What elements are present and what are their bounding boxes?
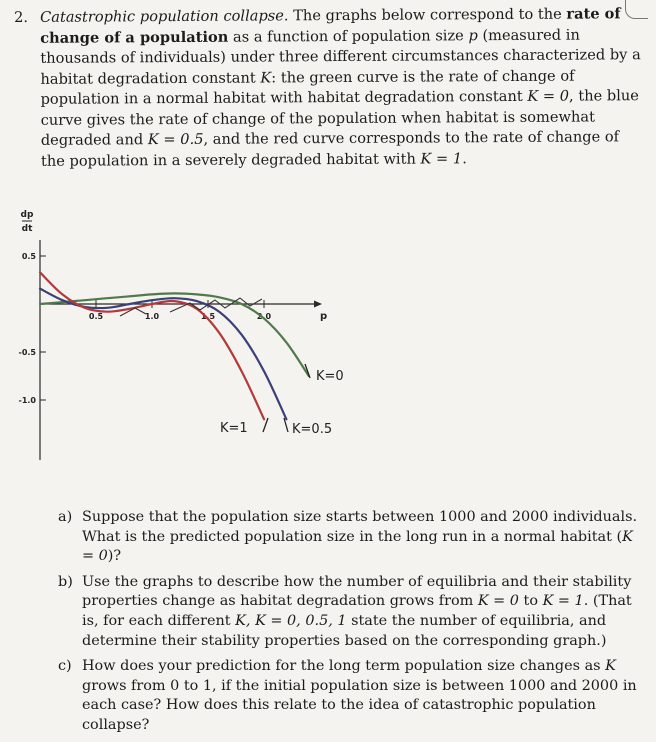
- annotation-k0: K=0: [316, 369, 344, 384]
- y-tick-label: -0.5: [18, 348, 36, 357]
- problem-statement: [14, 4, 647, 172]
- x-tick-label: 1.5: [200, 312, 216, 321]
- x-axis-label: p: [320, 311, 328, 322]
- annotation-k1: K=1: [220, 421, 248, 436]
- intro-math: K = 1: [420, 149, 463, 168]
- question-math: K = 1: [542, 593, 584, 610]
- intro-text: , and the red curve corresponds to the rate of change of the population in a severely degraded habitat with: [40, 128, 620, 170]
- y-axis-label-top: dp: [20, 210, 34, 220]
- intro-math: p: [468, 26, 478, 44]
- intro-text: (measured in thousands of individuals) under three different circumstances characterized by a habitat degradation constant: [40, 26, 641, 88]
- intro-math: K = 0: [527, 87, 570, 105]
- graph-svg: [0, 200, 656, 470]
- intro-text: .: [462, 149, 467, 167]
- rate-of-change-graph: [0, 200, 656, 470]
- question-text: )?: [107, 548, 122, 565]
- problem-title: Catastrophic population collapse.: [40, 7, 289, 26]
- x-axis-arrow-icon: [314, 301, 322, 308]
- intro-bold: rate of change of a population: [40, 5, 621, 47]
- question-math: K = 0: [82, 528, 633, 565]
- y-tick-label: -1.0: [18, 396, 36, 405]
- question-label: b): [58, 573, 73, 590]
- question-text: grows from 0 to 1, if the initial population size is between 1000 and 2000 in each case? How does this relate to the idea of catastrophic population collapse?: [82, 677, 637, 733]
- question-text: Suppose that the population size starts between 1000 and 2000 individuals. What is the predicted population size in the long run in a normal habitat (: [82, 509, 638, 545]
- question-text: Use the graphs to describe how the number of equilibria and their stability properties change as habitat degradation grows from: [82, 573, 632, 610]
- question-math: K: [605, 658, 616, 675]
- intro-text: as a function of population size: [232, 26, 464, 46]
- x-tick-label: 2.0: [256, 312, 272, 321]
- question-text: . (That is, for each different: [82, 593, 632, 629]
- question-text: How does your prediction for the long term population size changes as: [82, 658, 601, 675]
- question-math: K = 0: [477, 593, 519, 610]
- intro-text: : the green curve is the rate of change of population in a normal habitat with habitat degradation constant: [40, 67, 575, 108]
- question-text: to: [523, 593, 538, 610]
- intro-math: K: [260, 68, 272, 86]
- intro-math: K = 0.5: [147, 130, 204, 149]
- x-tick-label: 1.0: [144, 312, 160, 321]
- axis-ticks: [19, 252, 272, 405]
- intro-text: , the blue curve gives the rate of change of the population when habitat is somewhat degraded and: [40, 87, 639, 149]
- question-label: a): [58, 509, 73, 525]
- question-a: [58, 508, 638, 567]
- problem-intro: [40, 4, 647, 172]
- y-axis-label-bottom: dt: [21, 224, 33, 234]
- question-c: [58, 657, 638, 735]
- question-list: [58, 508, 638, 742]
- curves: [40, 272, 309, 419]
- problem-number: 2.: [14, 8, 29, 26]
- y-tick-label: 0.5: [21, 252, 36, 261]
- question-math: K, K = 0, 0.5, 1: [235, 612, 347, 629]
- intro-text: The graphs below correspond to the: [293, 5, 562, 25]
- x-tick-label: 0.5: [88, 312, 104, 321]
- question-b: [58, 573, 638, 651]
- question-label: c): [58, 658, 72, 675]
- annotation-k05: K=0.5: [292, 422, 333, 437]
- question-text: state the number of equilibria, and determine their stability properties based on the corresponding graph.): [82, 612, 607, 649]
